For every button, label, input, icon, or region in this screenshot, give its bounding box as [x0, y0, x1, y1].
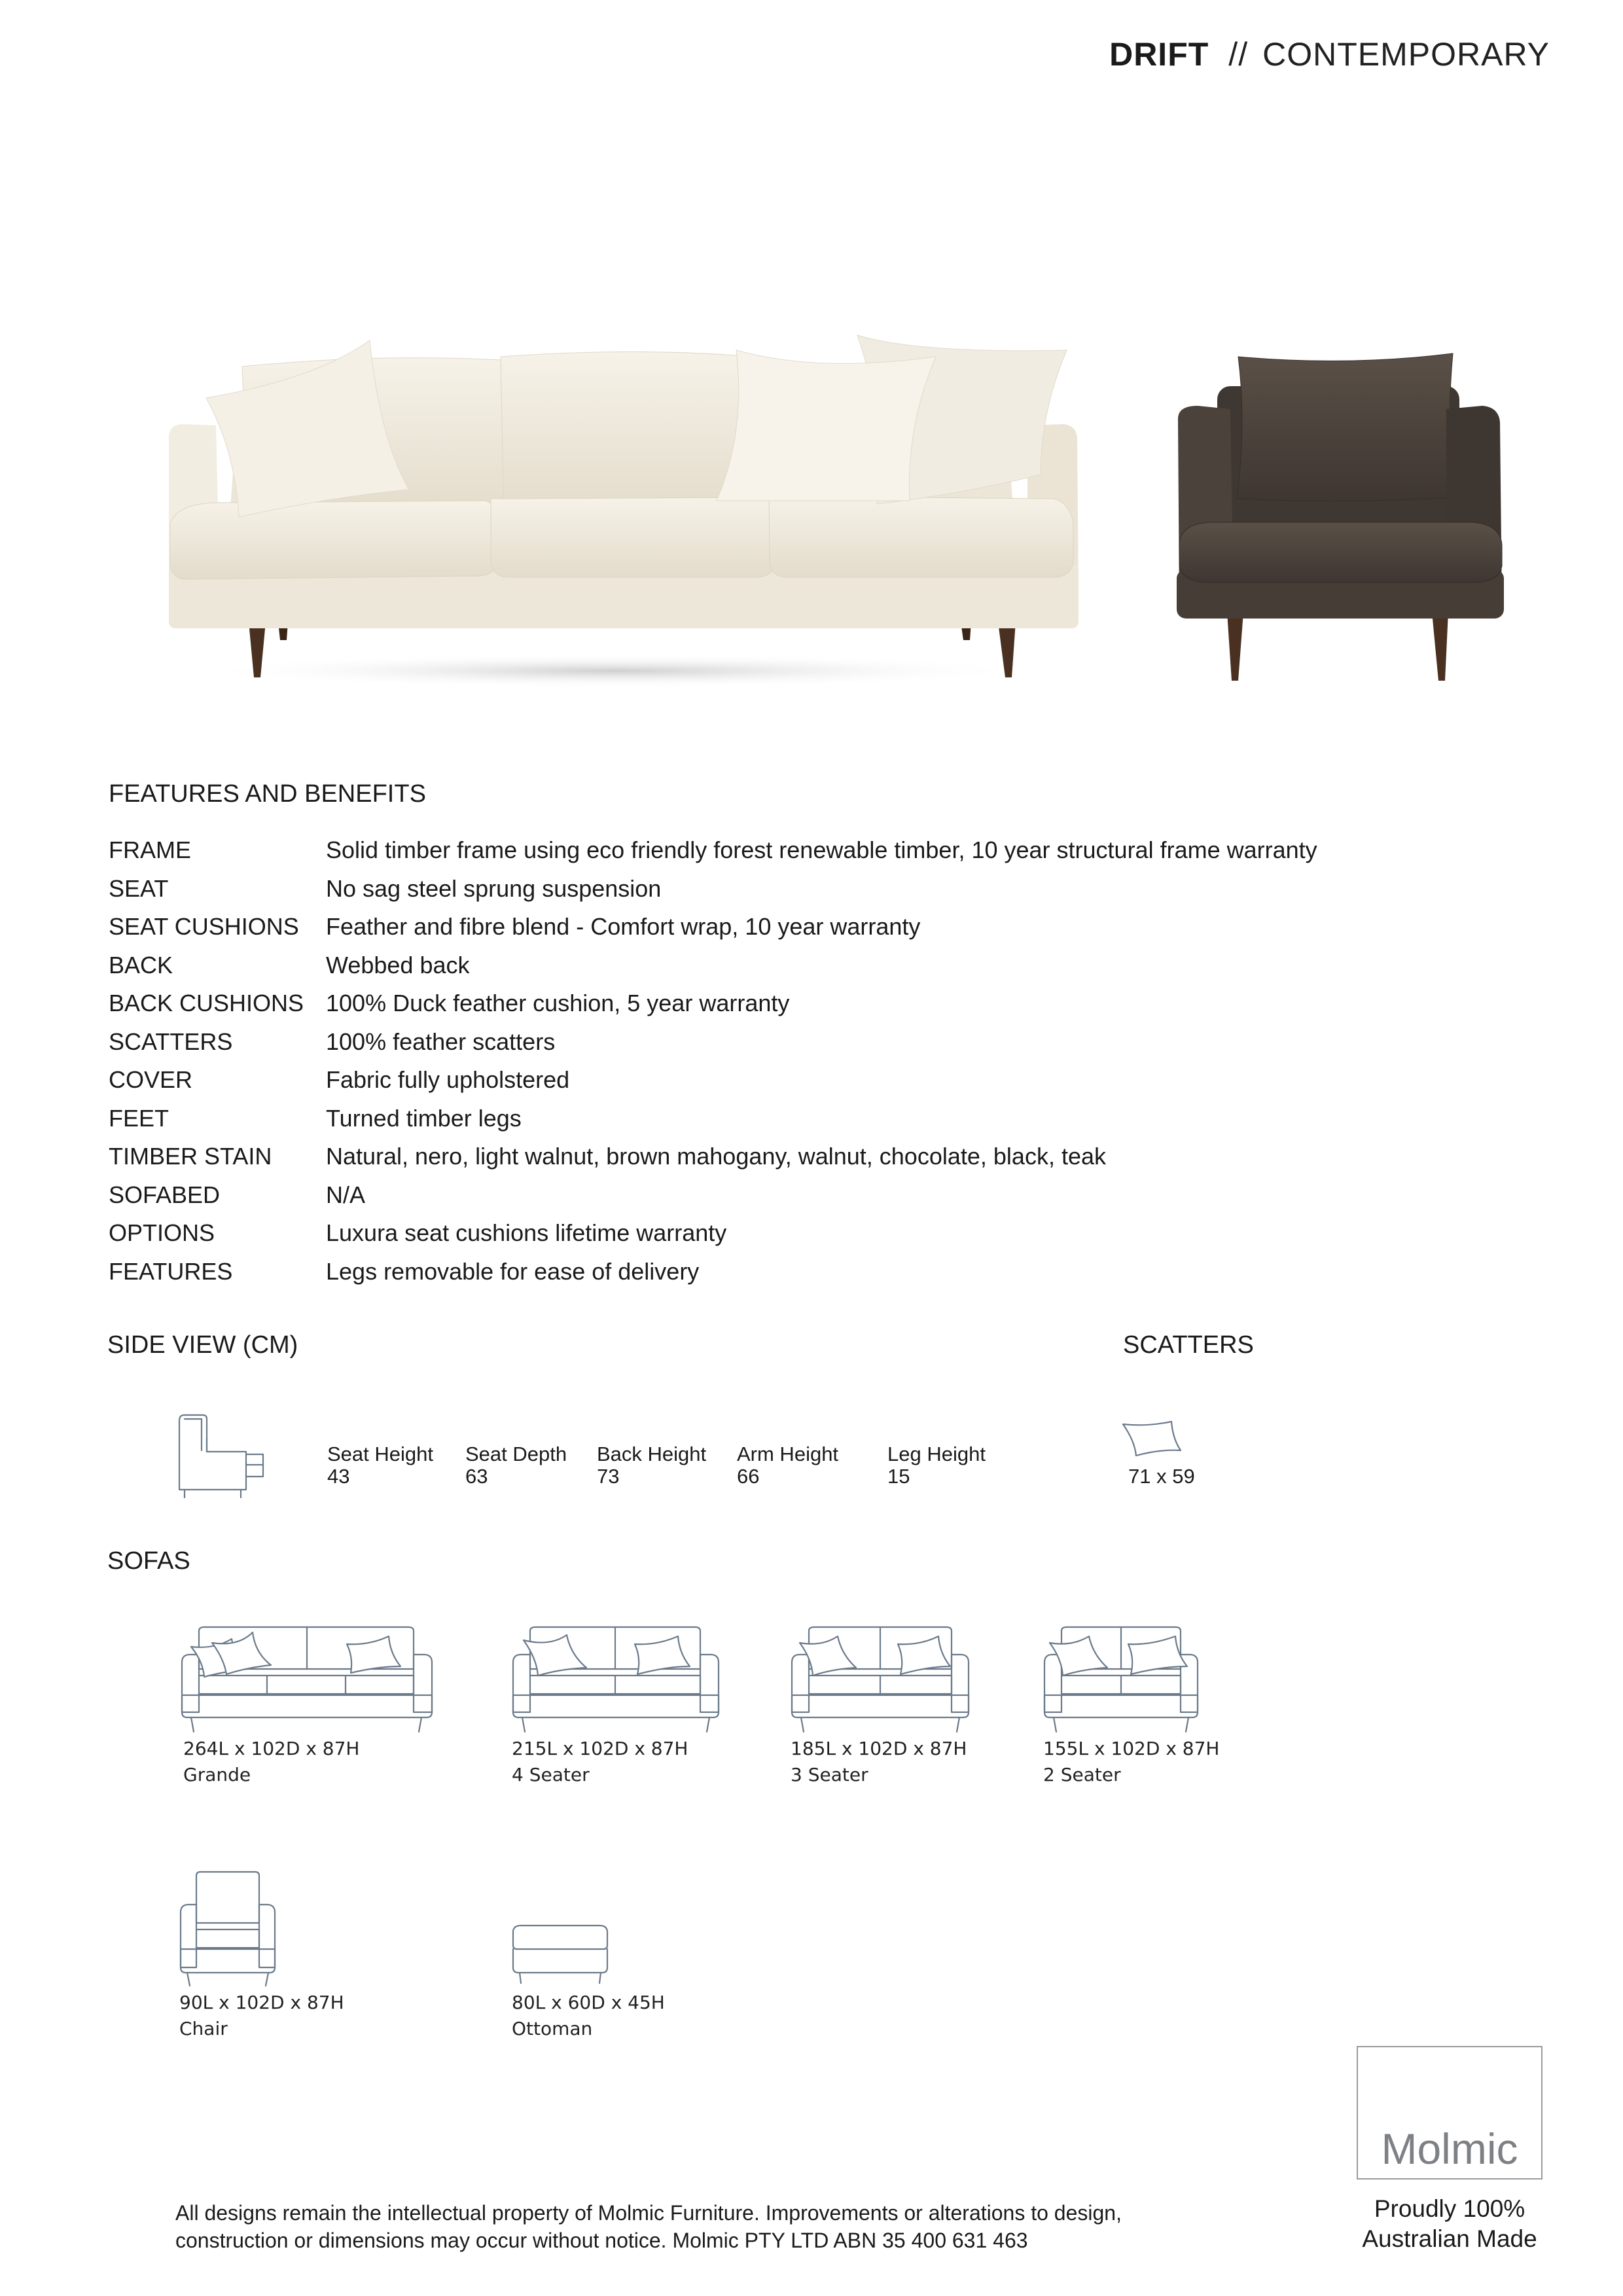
feature-row [109, 946, 1317, 985]
feature-label: TIMBER STAIN [109, 1143, 272, 1170]
measure-back-height: Back Height 73 [597, 1443, 707, 1488]
feature-value: No sag steel sprung suspension [326, 874, 662, 902]
chair-label: 90L x 102D x 87H Chair [179, 1992, 344, 2039]
molmic-logo: Molmic [1381, 2125, 1518, 2173]
feature-value: 100% feather scatters [326, 1028, 556, 1055]
feature-row [109, 1061, 1317, 1100]
two-seater-label: 155L x 102D x 87H 2 Seater [1043, 1738, 1220, 1785]
header-separator: // [1228, 36, 1249, 73]
australian-made-tagline: Proudly 100% Australian Made [1362, 2195, 1537, 2252]
feature-value: Natural, nero, light walnut, brown mahogany, walnut, chocolate, black, teak [326, 1143, 1106, 1170]
side-view-icon [175, 1412, 274, 1500]
feature-value: Legs removable for ease of delivery [326, 1257, 700, 1285]
measure-leg-height: Leg Height 15 [887, 1443, 986, 1488]
feature-value: 100% Duck feather cushion, 5 year warranty [326, 990, 790, 1017]
legal-disclaimer [175, 2199, 1122, 2254]
feature-row [109, 908, 1317, 946]
feature-label: SCATTERS [109, 1028, 233, 1055]
feature-label: FEATURES [109, 1257, 233, 1285]
sofas-heading: SOFAS [107, 1547, 190, 1575]
feature-value: N/A [326, 1181, 366, 1208]
feature-label: BACK [109, 951, 173, 978]
feature-label: SOFABED [109, 1181, 221, 1208]
measure-seat-height: Seat Height 43 [327, 1443, 433, 1488]
feature-row [109, 1138, 1317, 1176]
ottoman-drawing [508, 1922, 613, 1987]
feature-row [109, 1253, 1317, 1291]
armchair-photo [1165, 347, 1518, 694]
scatter-size: 71 x 59 [1128, 1465, 1195, 1488]
feature-label: SEAT CUSHIONS [109, 913, 299, 941]
feature-value: Webbed back [326, 951, 470, 978]
features-table [109, 831, 1317, 1291]
feature-label: BACK CUSHIONS [109, 990, 304, 1017]
feature-value: Luxura seat cushions lifetime warranty [326, 1219, 727, 1247]
grande-sofa-drawing [175, 1623, 440, 1734]
feature-row [109, 1214, 1317, 1253]
sofa-photo [157, 327, 1126, 694]
scatters-heading: SCATTERS [1123, 1331, 1254, 1359]
ottoman-label: 80L x 60D x 45H Ottoman [512, 1992, 665, 2039]
features-heading: FEATURES AND BENEFITS [109, 780, 426, 808]
two-seater-sofa-drawing [1038, 1623, 1204, 1734]
product-name: DRIFT [1109, 36, 1209, 73]
feature-row [109, 831, 1317, 870]
four-seater-label: 215L x 102D x 87H 4 Seater [512, 1738, 688, 1785]
chair-drawing [174, 1869, 281, 1990]
three-seater-label: 185L x 102D x 87H 3 Seater [791, 1738, 967, 1785]
feature-row [109, 1023, 1317, 1062]
feature-row [109, 1100, 1317, 1138]
measure-seat-depth: Seat Depth 63 [465, 1443, 567, 1488]
three-seater-sofa-drawing [785, 1623, 975, 1734]
side-view-heading: SIDE VIEW (CM) [107, 1331, 298, 1359]
feature-row [109, 1176, 1317, 1215]
feature-row [109, 870, 1317, 908]
product-style: CONTEMPORARY [1262, 36, 1550, 73]
four-seater-sofa-drawing [507, 1623, 725, 1734]
measure-arm-height: Arm Height 66 [737, 1443, 839, 1488]
feature-value: Turned timber legs [326, 1104, 522, 1132]
feature-label: FRAME [109, 836, 191, 864]
scatter-cushion-icon [1120, 1419, 1186, 1460]
feature-value: Feather and fibre blend - Comfort wrap, 10 year warranty [326, 913, 921, 941]
disclaimer-line-2: construction or dimensions may occur without notice. Molmic PTY LTD ABN 35 400 631 463 [175, 2229, 1028, 2252]
feature-value: Fabric fully upholstered [326, 1066, 570, 1094]
feature-label: OPTIONS [109, 1219, 215, 1247]
feature-value: Solid timber frame using eco friendly forest renewable timber, 10 year structural frame warranty [326, 836, 1317, 864]
feature-label: COVER [109, 1066, 193, 1094]
grande-label: 264L x 102D x 87H Grande [183, 1738, 360, 1785]
feature-label: FEET [109, 1104, 169, 1132]
feature-row [109, 984, 1317, 1023]
document-header [1109, 35, 1550, 73]
feature-label: SEAT [109, 874, 169, 902]
disclaimer-line-1: All designs remain the intellectual property of Molmic Furniture. Improvements or alterations to design, [175, 2201, 1122, 2225]
